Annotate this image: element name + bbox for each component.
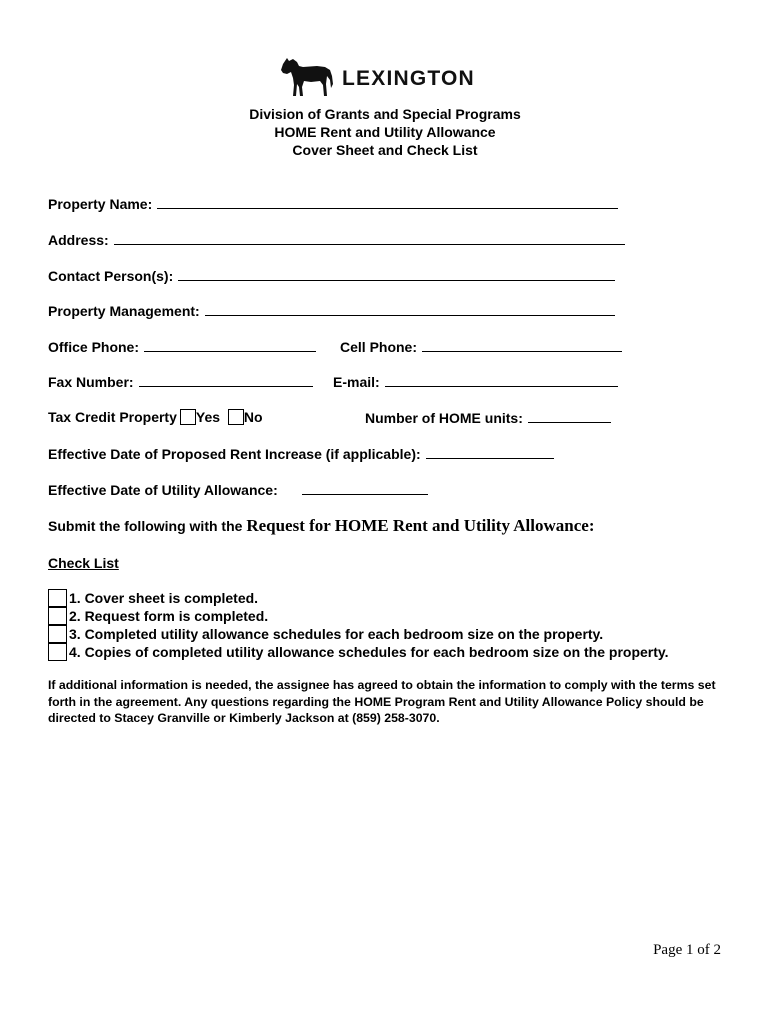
fax-number-field[interactable] bbox=[139, 372, 313, 387]
rent-increase-label: Effective Date of Proposed Rent Increase (if applicable): bbox=[48, 446, 421, 462]
office-phone-label: Office Phone: bbox=[48, 339, 140, 355]
utility-allowance-row bbox=[48, 480, 428, 499]
horse-icon bbox=[277, 54, 335, 98]
cell-phone-field[interactable] bbox=[422, 337, 622, 352]
address-row bbox=[48, 230, 625, 249]
logo-text: LEXINGTON bbox=[342, 67, 475, 90]
contact-persons-label: Contact Person(s): bbox=[48, 268, 174, 284]
checklist-item bbox=[48, 607, 268, 625]
property-name-label: Property Name: bbox=[48, 196, 153, 212]
tax-credit-no-label: No bbox=[243, 409, 263, 425]
tax-credit-yes-label: Yes bbox=[195, 409, 221, 425]
office-phone-row bbox=[48, 337, 316, 356]
contact-persons-field[interactable] bbox=[178, 266, 615, 281]
property-management-field[interactable] bbox=[205, 301, 615, 316]
title-division: Division of Grants and Special Programs bbox=[249, 106, 521, 122]
rent-increase-row bbox=[48, 444, 554, 463]
address-field[interactable] bbox=[114, 230, 625, 245]
checklist-item bbox=[48, 589, 258, 607]
property-name-row bbox=[48, 194, 618, 213]
property-management-row bbox=[48, 301, 615, 320]
fax-number-row bbox=[48, 372, 313, 391]
cell-phone-label: Cell Phone: bbox=[340, 339, 418, 355]
tax-credit-row bbox=[48, 408, 263, 426]
checklist-item bbox=[48, 643, 669, 661]
checklist-item-label: 4. Copies of completed utility allowance schedules for each bedroom size on the property. bbox=[69, 644, 669, 660]
lexington-logo bbox=[277, 54, 475, 98]
email-field[interactable] bbox=[385, 372, 618, 387]
submit-emphasis: Request for HOME Rent and Utility Allowance: bbox=[246, 516, 595, 535]
checklist-title: Check List bbox=[48, 555, 119, 571]
contact-persons-row bbox=[48, 266, 615, 285]
checklist-checkbox[interactable] bbox=[48, 607, 67, 625]
contact-notice: If additional information is needed, the assignee has agreed to obtain the information to comply with the terms set forth in the agreement. Any questions regarding the HOME Program Rent and Utility Allowance Policy should be directed to Stacey Granville or Kimberly Jackson at (859) 258-3070. bbox=[48, 678, 716, 725]
submit-prefix: Submit the following with the bbox=[48, 518, 247, 534]
tax-credit-no-checkbox[interactable] bbox=[228, 409, 244, 425]
email-row bbox=[333, 372, 618, 391]
property-management-label: Property Management: bbox=[48, 303, 200, 319]
home-units-row bbox=[365, 408, 611, 427]
home-units-field[interactable] bbox=[528, 408, 611, 423]
submit-instruction bbox=[48, 517, 594, 535]
address-label: Address: bbox=[48, 232, 109, 248]
checklist-checkbox[interactable] bbox=[48, 589, 67, 607]
title-program: HOME Rent and Utility Allowance bbox=[274, 124, 496, 140]
checklist-item-label: 3. Completed utility allowance schedules for each bedroom size on the property. bbox=[69, 626, 604, 642]
home-units-label: Number of HOME units: bbox=[365, 410, 523, 426]
rent-increase-field[interactable] bbox=[426, 444, 554, 459]
checklist-item bbox=[48, 625, 603, 643]
office-phone-field[interactable] bbox=[144, 337, 316, 352]
title-cover-sheet: Cover Sheet and Check List bbox=[292, 142, 478, 158]
tax-credit-label: Tax Credit Property bbox=[48, 409, 177, 425]
checklist-checkbox[interactable] bbox=[48, 643, 67, 661]
checklist-item-label: 1. Cover sheet is completed. bbox=[69, 590, 259, 606]
document-titles bbox=[0, 105, 770, 159]
checklist-checkbox[interactable] bbox=[48, 625, 67, 643]
checklist-item-label: 2. Request form is completed. bbox=[69, 608, 269, 624]
email-label: E-mail: bbox=[333, 374, 380, 390]
utility-allowance-field[interactable] bbox=[302, 480, 428, 495]
cell-phone-row bbox=[340, 337, 622, 356]
page-number: Page 1 of 2 bbox=[653, 942, 721, 958]
tax-credit-yes-checkbox[interactable] bbox=[180, 409, 196, 425]
fax-number-label: Fax Number: bbox=[48, 374, 134, 390]
utility-allowance-label: Effective Date of Utility Allowance: bbox=[48, 482, 278, 498]
property-name-field[interactable] bbox=[157, 194, 618, 209]
